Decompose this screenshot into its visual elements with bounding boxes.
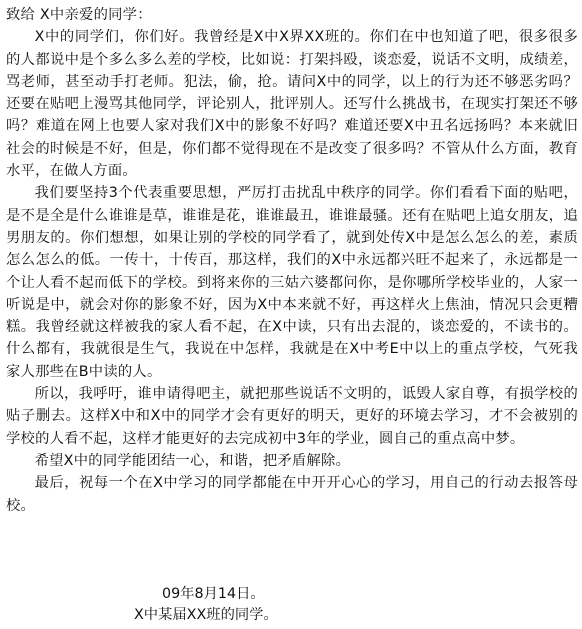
salutation: 致给 X中亲爱的同学： [6, 7, 152, 23]
paragraph-3: 所以，我呼吁，谁申请得吧主，就把那些说话不文明的，诋毁人家自尊，有损学校的贴子删去。这样X中和X中的同学才会有更好的明天，更好的环境去学习，才不会被别的学校的人看不起，这样才能更好的去完成初中3年的学业，圆自己的重点高中梦。 [6, 386, 578, 447]
letter-date: 09年8月14日。 [162, 586, 265, 602]
paragraph-1: X中的同学们，你们好。我曾经是X中X界XX班的。你们在中也知道了吧，很多很多的人都说中是个多么多么差的学校，比如说：打架抖殴，谈恋爱，说话不文明，成绩差，骂老师，甚至动手打老师。犯法，偷，抢。请问X中的同学，以上的行为还不够恶劣吗？还要在贴吧上漫骂其他同学，评论别人，批评别人。还写什么挑战书，在现实打架还不够吗？难道在网上也要人家对我们X中的影象不好吗？难道还要X中丑名远扬吗？本来就旧社会的时候是不好，但是，你们都不觉得现在不是改变了很多吗？不管从什么方面，教育水平，在做人方面。 [6, 29, 578, 180]
paragraph-4: 希望X中的同学能团结一心，和谐，把矛盾解除。 [34, 452, 351, 469]
paragraph-5: 最后，祝每一个在X中学习的同学都能在中开开心心的学习，用自己的行动去报答母校。 [6, 475, 578, 514]
letter-body [6, 4, 578, 517]
letter-signature: X中某届XX班的同学。 [134, 607, 278, 623]
paragraph-2: 我们要坚持3个代表重要思想，严厉打击扰乱中秩序的同学。你们看看下面的贴吧，是不是全是什么谁谁是草，谁谁是花，谁谁最丑，谁谁最骚。还有在贴吧上追女朋友，追男朋友的。你们想想，如果让别的学校的同学看了，就到处传X中是怎么怎么的差，素质怎么怎么的低。一传十，十传百，那这样，我们的X中永远都兴旺不起来了，永远都是一个让人看不起而低下的学校。到将来你的三姑六婆都问你，是你哪所学校毕业的，人家一听说是中，就会对你的影象不好，因为X中本来就不好，再这样火上焦油，情况只会更糟糕。我曾经就这样被我的家人看不起，在X中读，只有出去混的，谈恋爱的，不读书的。什么都有，我就很是生气，我说在中怎样，我就是在X中考E中以上的重点学校，气死我家人那些在B中读的人。 [6, 185, 578, 380]
